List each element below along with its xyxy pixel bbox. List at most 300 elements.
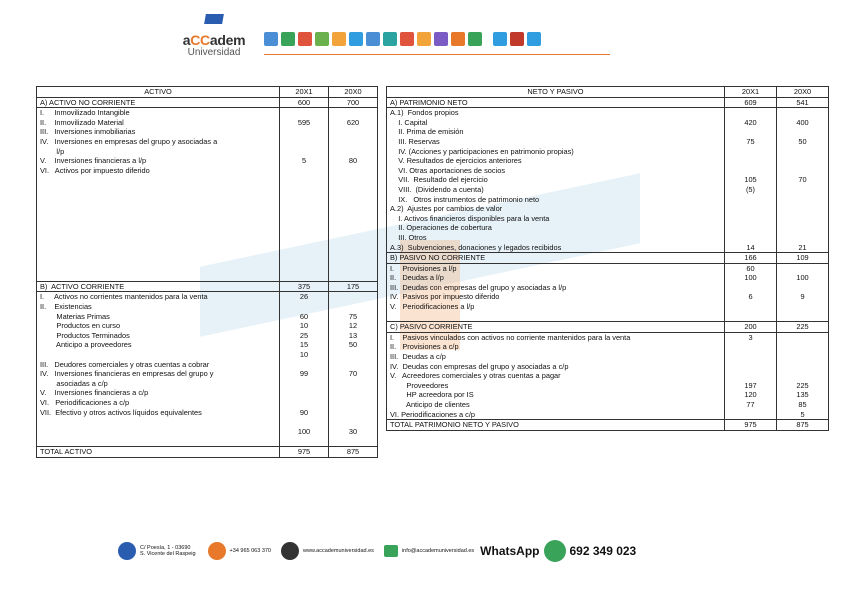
- value-20x0: [777, 233, 829, 243]
- value-20x0: [329, 398, 378, 408]
- table-row: [387, 204, 829, 214]
- value-20x1: [280, 388, 329, 398]
- row-label: VI. Periodificaciones a c/p: [387, 410, 725, 420]
- value-20x0: [777, 204, 829, 214]
- table-row: [387, 108, 829, 118]
- table-row: [387, 273, 829, 283]
- value-20x1: [280, 127, 329, 137]
- subject-icon: [315, 32, 329, 46]
- row-label: [37, 252, 280, 262]
- table-row: [37, 195, 378, 205]
- value-20x1: [280, 137, 329, 147]
- row-label: II. Operaciones de cobertura: [387, 223, 725, 233]
- table-row: [37, 388, 378, 398]
- row-label: Anticipo de clientes: [387, 400, 725, 410]
- subject-icon: [264, 32, 278, 46]
- accadem-logo: [168, 14, 260, 68]
- value-20x1: [725, 127, 777, 137]
- table-row: [37, 398, 378, 408]
- table-row: [387, 223, 829, 233]
- row-label: asociadas a c/p: [37, 379, 280, 389]
- value-20x1: [725, 214, 777, 224]
- value-20x0: 50: [329, 340, 378, 350]
- table-row: [387, 195, 829, 205]
- home-icon: [118, 542, 136, 560]
- value-20x0: 30: [329, 427, 378, 437]
- subject-icon: [468, 32, 482, 46]
- value-20x0: [777, 108, 829, 118]
- whatsapp-number[interactable]: 692 349 023: [569, 544, 637, 558]
- table-row: [387, 283, 829, 293]
- value-20x1: 14: [725, 243, 777, 253]
- row-label: I. Inmovilizado Intangible: [37, 108, 280, 118]
- value-20x0: [777, 147, 829, 157]
- value-20x1: [280, 214, 329, 224]
- row-label: VI. Activos por impuesto diferido: [37, 166, 280, 176]
- value-20x1: [280, 379, 329, 389]
- value-20x1: [725, 362, 777, 372]
- value-20x0: [329, 214, 378, 224]
- value-20x1: 3: [725, 332, 777, 342]
- value-20x0: 70: [329, 369, 378, 379]
- section-row: [387, 253, 829, 264]
- website-link[interactable]: www.accademuniversidad.es: [303, 548, 374, 554]
- value-20x0: [777, 166, 829, 176]
- table-row: [37, 292, 378, 302]
- value-20x1: 600: [280, 97, 329, 108]
- value-20x1: [725, 342, 777, 352]
- table-row: [387, 410, 829, 420]
- value-20x1: [280, 252, 329, 262]
- value-20x1: [725, 156, 777, 166]
- value-20x1: [725, 352, 777, 362]
- table-row: [387, 147, 829, 157]
- table-row: [387, 243, 829, 253]
- header-year-0: 20X0: [777, 87, 829, 98]
- value-20x0: [329, 204, 378, 214]
- section-row: [37, 97, 378, 108]
- row-label: [37, 195, 280, 205]
- value-20x0: 70: [777, 175, 829, 185]
- value-20x1: [280, 417, 329, 427]
- value-20x1: [280, 166, 329, 176]
- value-20x0: [329, 137, 378, 147]
- value-20x0: [777, 332, 829, 342]
- value-20x0: [329, 417, 378, 427]
- address: C/ Poesía, 1 - 03690 S. Vicente del Raspeig: [140, 545, 196, 557]
- table-row: [37, 350, 378, 360]
- value-20x0: 700: [329, 97, 378, 108]
- table-row: [387, 127, 829, 137]
- value-20x1: 25: [280, 331, 329, 341]
- section-row: [37, 446, 378, 457]
- table-row: [387, 156, 829, 166]
- row-label: A.2) Ajustes por cambios de valor: [387, 204, 725, 214]
- value-20x0: 75: [329, 312, 378, 322]
- subject-icons: [264, 32, 541, 46]
- value-20x1: 6: [725, 292, 777, 302]
- table-row: [37, 214, 378, 224]
- value-20x0: [329, 108, 378, 118]
- subject-icon: [383, 32, 397, 46]
- table-row: [37, 137, 378, 147]
- row-label: B) ACTIVO CORRIENTE: [37, 281, 280, 292]
- table-row: [37, 340, 378, 350]
- value-20x1: [725, 233, 777, 243]
- subject-icon: [510, 32, 524, 46]
- value-20x0: [329, 379, 378, 389]
- row-label: [37, 185, 280, 195]
- row-label: II. Existencias: [37, 302, 280, 312]
- table-row: [37, 271, 378, 281]
- value-20x0: [329, 166, 378, 176]
- row-label: VII. Efectivo y otros activos líquidos equivalentes: [37, 408, 280, 418]
- phone-icon: [208, 542, 226, 560]
- value-20x1: 105: [725, 175, 777, 185]
- row-label: IV. Deudas con empresas del grupo y asociadas a c/p: [387, 362, 725, 372]
- value-20x0: 875: [777, 420, 829, 431]
- value-20x1: [725, 283, 777, 293]
- value-20x1: [280, 147, 329, 157]
- table-row: [37, 233, 378, 243]
- row-label: [37, 271, 280, 281]
- table-row: [37, 175, 378, 185]
- value-20x0: [329, 360, 378, 370]
- table-row: [37, 379, 378, 389]
- row-label: TOTAL PATRIMONIO NETO Y PASIVO: [387, 420, 725, 431]
- row-label: II. Deudas a l/p: [387, 273, 725, 283]
- table-row: [37, 331, 378, 341]
- table-row: [37, 321, 378, 331]
- row-label: IX. Otros instrumentos de patrimonio neto: [387, 195, 725, 205]
- value-20x0: 13: [329, 331, 378, 341]
- whatsapp-icon: [544, 540, 566, 562]
- row-label: III. Deudas con empresas del grupo y asociadas a l/p: [387, 283, 725, 293]
- phone-number[interactable]: +34 965 063 370: [229, 548, 271, 554]
- row-label: [37, 427, 280, 437]
- value-20x0: [777, 302, 829, 312]
- row-label: Proveedores: [387, 381, 725, 391]
- table-row: [387, 263, 829, 273]
- section-row: [387, 97, 829, 108]
- value-20x0: 225: [777, 381, 829, 391]
- row-label: VI. Otras aportaciones de socios: [387, 166, 725, 176]
- table-row: [37, 108, 378, 118]
- logo-name: aCCadem: [182, 32, 246, 48]
- row-label: IV. (Acciones y participaciones en patrimonio propias): [387, 147, 725, 157]
- value-20x1: [280, 262, 329, 272]
- value-20x0: [329, 185, 378, 195]
- table-row: [37, 166, 378, 176]
- value-20x1: [725, 166, 777, 176]
- table-row: [387, 302, 829, 312]
- value-20x1: [725, 223, 777, 233]
- value-20x1: [280, 398, 329, 408]
- value-20x0: [777, 362, 829, 372]
- neto-pasivo-table: [386, 86, 829, 431]
- value-20x1: (5): [725, 185, 777, 195]
- row-label: [37, 262, 280, 272]
- subject-icon: [451, 32, 465, 46]
- table-row: [387, 118, 829, 128]
- value-20x1: 60: [280, 312, 329, 322]
- value-20x1: 609: [725, 97, 777, 108]
- row-label: [37, 233, 280, 243]
- value-20x0: 135: [777, 390, 829, 400]
- value-20x1: 595: [280, 118, 329, 128]
- row-label: [37, 417, 280, 427]
- table-row: [37, 427, 378, 437]
- row-label: [37, 436, 280, 446]
- row-label: III. Deudas a c/p: [387, 352, 725, 362]
- value-20x0: 85: [777, 400, 829, 410]
- row-label: A.1) Fondos propios: [387, 108, 725, 118]
- table-row: [387, 175, 829, 185]
- value-20x0: 100: [777, 273, 829, 283]
- row-label: III. Inversiones inmobiliarias: [37, 127, 280, 137]
- value-20x1: 975: [725, 420, 777, 431]
- value-20x1: [725, 302, 777, 312]
- value-20x1: [280, 302, 329, 312]
- table-row: [387, 352, 829, 362]
- row-label: I. Pasivos vinculados con activos no corriente mantenidos para la venta: [387, 332, 725, 342]
- subject-icon: [281, 32, 295, 46]
- value-20x1: 197: [725, 381, 777, 391]
- globe-icon: [281, 542, 299, 560]
- value-20x0: [777, 283, 829, 293]
- table-row: [37, 436, 378, 446]
- value-20x0: [777, 342, 829, 352]
- row-label: B) PASIVO NO CORRIENTE: [387, 253, 725, 264]
- value-20x1: [280, 243, 329, 253]
- table-row: [387, 312, 829, 322]
- value-20x0: [777, 371, 829, 381]
- header-activo: ACTIVO: [37, 87, 280, 98]
- table-row: [37, 223, 378, 233]
- table-row: [387, 185, 829, 195]
- table-row: [37, 302, 378, 312]
- table-row: [37, 156, 378, 166]
- value-20x0: 50: [777, 137, 829, 147]
- table-row: [387, 166, 829, 176]
- subject-icon: [349, 32, 363, 46]
- value-20x0: 875: [329, 446, 378, 457]
- activo-table: [36, 86, 378, 458]
- value-20x1: 75: [725, 137, 777, 147]
- table-row: [37, 312, 378, 322]
- value-20x0: [777, 214, 829, 224]
- value-20x1: 26: [280, 292, 329, 302]
- value-20x1: 420: [725, 118, 777, 128]
- value-20x0: [777, 195, 829, 205]
- value-20x1: [725, 147, 777, 157]
- value-20x1: 100: [725, 273, 777, 283]
- section-row: [387, 322, 829, 333]
- value-20x1: 77: [725, 400, 777, 410]
- header-year-1: 20X1: [280, 87, 329, 98]
- row-label: VIII. (Dividendo a cuenta): [387, 185, 725, 195]
- header-neto-pasivo: NETO Y PASIVO: [387, 87, 725, 98]
- value-20x1: [725, 410, 777, 420]
- row-label: III. Deudores comerciales y otras cuentas a cobrar: [37, 360, 280, 370]
- table-row: [387, 233, 829, 243]
- row-label: III. Otros: [387, 233, 725, 243]
- value-20x1: [725, 195, 777, 205]
- value-20x0: [329, 262, 378, 272]
- section-row: [387, 420, 829, 431]
- value-20x0: 5: [777, 410, 829, 420]
- value-20x0: [329, 388, 378, 398]
- value-20x0: 175: [329, 281, 378, 292]
- section-row: [37, 281, 378, 292]
- value-20x0: [329, 252, 378, 262]
- value-20x0: [329, 243, 378, 253]
- value-20x1: 5: [280, 156, 329, 166]
- value-20x1: 375: [280, 281, 329, 292]
- value-20x1: [280, 204, 329, 214]
- subject-icon: [527, 32, 541, 46]
- value-20x0: [329, 350, 378, 360]
- table-row: [387, 342, 829, 352]
- row-label: II. Prima de emisión: [387, 127, 725, 137]
- row-label: IV. Inversiones en empresas del grupo y asociadas a: [37, 137, 280, 147]
- subject-icon: [332, 32, 346, 46]
- value-20x1: 975: [280, 446, 329, 457]
- value-20x0: [329, 127, 378, 137]
- value-20x1: [280, 360, 329, 370]
- row-label: I. Activos financieros disponibles para la venta: [387, 214, 725, 224]
- value-20x0: [329, 408, 378, 418]
- row-label: VII. Resultado del ejercicio: [387, 175, 725, 185]
- row-label: [37, 175, 280, 185]
- table-row: [387, 390, 829, 400]
- row-label: A) ACTIVO NO CORRIENTE: [37, 97, 280, 108]
- contact-footer: [118, 540, 636, 562]
- row-label: V. Periodificaciones a l/p: [387, 302, 725, 312]
- value-20x0: [777, 223, 829, 233]
- value-20x0: 400: [777, 118, 829, 128]
- table-row: [387, 381, 829, 391]
- email-icon: [384, 545, 398, 557]
- value-20x1: [725, 371, 777, 381]
- row-label: II. Inmovilizado Material: [37, 118, 280, 128]
- value-20x1: 200: [725, 322, 777, 333]
- subject-icon: [366, 32, 380, 46]
- value-20x0: [329, 195, 378, 205]
- table-row: [37, 185, 378, 195]
- value-20x1: 166: [725, 253, 777, 264]
- table-row: [37, 204, 378, 214]
- value-20x0: [329, 302, 378, 312]
- table-row: [37, 408, 378, 418]
- header-year-1: 20X1: [725, 87, 777, 98]
- subject-icon: [298, 32, 312, 46]
- value-20x1: [280, 185, 329, 195]
- value-20x1: 15: [280, 340, 329, 350]
- value-20x0: [329, 223, 378, 233]
- value-20x0: [329, 436, 378, 446]
- row-label: VI. Periodificaciones a c/p: [37, 398, 280, 408]
- header-year-0: 20X0: [329, 87, 378, 98]
- value-20x0: 9: [777, 292, 829, 302]
- table-row: [37, 118, 378, 128]
- value-20x0: [777, 185, 829, 195]
- row-label: Productos Terminados: [37, 331, 280, 341]
- value-20x0: [777, 156, 829, 166]
- value-20x1: [280, 271, 329, 281]
- value-20x1: [280, 233, 329, 243]
- value-20x1: 99: [280, 369, 329, 379]
- table-row: [387, 292, 829, 302]
- row-label: C) PASIVO CORRIENTE: [387, 322, 725, 333]
- row-label: Anticipo a proveedores: [37, 340, 280, 350]
- row-label: V. Resultados de ejercicios anteriores: [387, 156, 725, 166]
- row-label: Materias Primas: [37, 312, 280, 322]
- value-20x0: 225: [777, 322, 829, 333]
- row-label: Productos en curso: [37, 321, 280, 331]
- row-label: [37, 223, 280, 233]
- row-label: I. Provisiones a l/p: [387, 263, 725, 273]
- table-row: [37, 262, 378, 272]
- value-20x0: [329, 175, 378, 185]
- whatsapp-label: WhatsApp: [480, 544, 540, 558]
- table-row: [37, 369, 378, 379]
- row-label: [37, 204, 280, 214]
- table-row: [37, 127, 378, 137]
- value-20x1: [280, 223, 329, 233]
- logo-subtitle: Universidad: [187, 47, 241, 58]
- value-20x1: [725, 312, 777, 322]
- row-label: I. Capital: [387, 118, 725, 128]
- value-20x0: 21: [777, 243, 829, 253]
- row-label: [37, 243, 280, 253]
- value-20x0: [329, 233, 378, 243]
- table-row: [387, 362, 829, 372]
- subject-icon: [417, 32, 431, 46]
- email-link[interactable]: info@accademuniversidad.es: [401, 548, 475, 554]
- row-label: HP acreedora por IS: [387, 390, 725, 400]
- row-label: IV. Inversiones financieras en empresas del grupo y: [37, 369, 280, 379]
- table-row: [37, 252, 378, 262]
- value-20x1: [725, 204, 777, 214]
- row-label: [37, 350, 280, 360]
- value-20x1: [280, 436, 329, 446]
- header-rule: [264, 54, 610, 55]
- table-row: [387, 214, 829, 224]
- table-row: [387, 371, 829, 381]
- subject-icon: [434, 32, 448, 46]
- row-label: l/p: [37, 147, 280, 157]
- graduation-cap-icon: [204, 14, 224, 24]
- row-label: V. Acreedores comerciales y otras cuentas a pagar: [387, 371, 725, 381]
- value-20x1: 10: [280, 321, 329, 331]
- table-row: [387, 137, 829, 147]
- subject-icon: [493, 32, 507, 46]
- row-label: IV. Pasivos por impuesto diferido: [387, 292, 725, 302]
- row-label: A.3) Subvenciones, donaciones y legados recibidos: [387, 243, 725, 253]
- row-label: II. Provisiones a c/p: [387, 342, 725, 352]
- value-20x0: [777, 127, 829, 137]
- value-20x1: 90: [280, 408, 329, 418]
- value-20x0: [329, 271, 378, 281]
- row-label: V. Inversiones financieras a l/p: [37, 156, 280, 166]
- table-row: [37, 417, 378, 427]
- value-20x0: [777, 312, 829, 322]
- row-label: [37, 214, 280, 224]
- row-label: A) PATRIMONIO NETO: [387, 97, 725, 108]
- value-20x1: 10: [280, 350, 329, 360]
- value-20x0: [777, 352, 829, 362]
